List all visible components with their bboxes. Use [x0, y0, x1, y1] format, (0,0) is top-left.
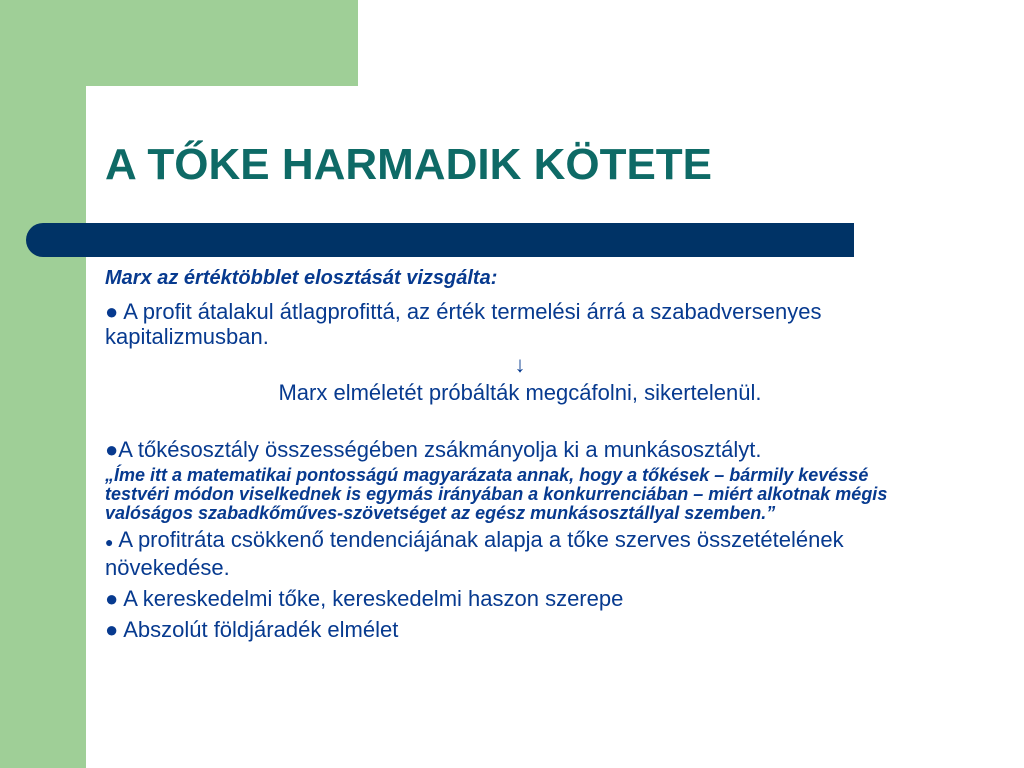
refutation-line: Marx elméletét próbálták megcáfolni, sikertelenül. — [278, 380, 762, 405]
bullet-item-1 — [105, 299, 935, 349]
down-arrow-icon: ↓ — [514, 352, 526, 377]
bullet-icon: ● — [105, 586, 119, 611]
bullet-item-4-text: A kereskedelmi tőke, kereskedelmi haszon szerepe — [123, 586, 624, 611]
decorative-green-left-strip — [0, 0, 86, 768]
title-underline-bar — [26, 223, 854, 257]
bullet-icon: ● — [105, 437, 119, 462]
bullet-item-5-text: Abszolút földjáradék elmélet — [123, 617, 399, 642]
bullet-item-2-text: A tőkésosztály összességében zsákmányolja ki a munkásosztályt. — [118, 437, 762, 462]
bullet-item-2 — [105, 437, 935, 462]
marx-quote: „Íme itt a matematikai pontosságú magyarázata annak, hogy a tőkések – bármily kevéssé testvéri módon viselkednek is egymás irányában a konkurrenciában – miért alkotnak mégis valóságos szabadkőműves-szövetséget az egész munkásosztállyal szemben.” — [105, 465, 888, 523]
slide-body — [105, 266, 935, 642]
spacer — [105, 407, 935, 437]
bullet-item-5 — [105, 617, 935, 642]
lead-line: Marx az értéktöbblet elosztását vizsgálta: — [105, 267, 498, 289]
bullet-icon: ● — [105, 299, 119, 324]
slide-title: A TŐKE HARMADIK KÖTETE — [105, 140, 713, 189]
bullet-item-1-text: A profit átalakul átlagprofittá, az érték termelési árrá a szabadversenyes kapitalizmusban. — [105, 299, 822, 349]
bullet-item-3 — [105, 527, 935, 580]
bullet-item-3-text: A profitráta csökkenő tendenciájának alapja a tőke szerves összetételének növekedése. — [105, 527, 844, 580]
bullet-item-4 — [105, 586, 935, 611]
bullet-icon: ● — [105, 617, 119, 642]
bullet-icon: ● — [105, 534, 114, 550]
